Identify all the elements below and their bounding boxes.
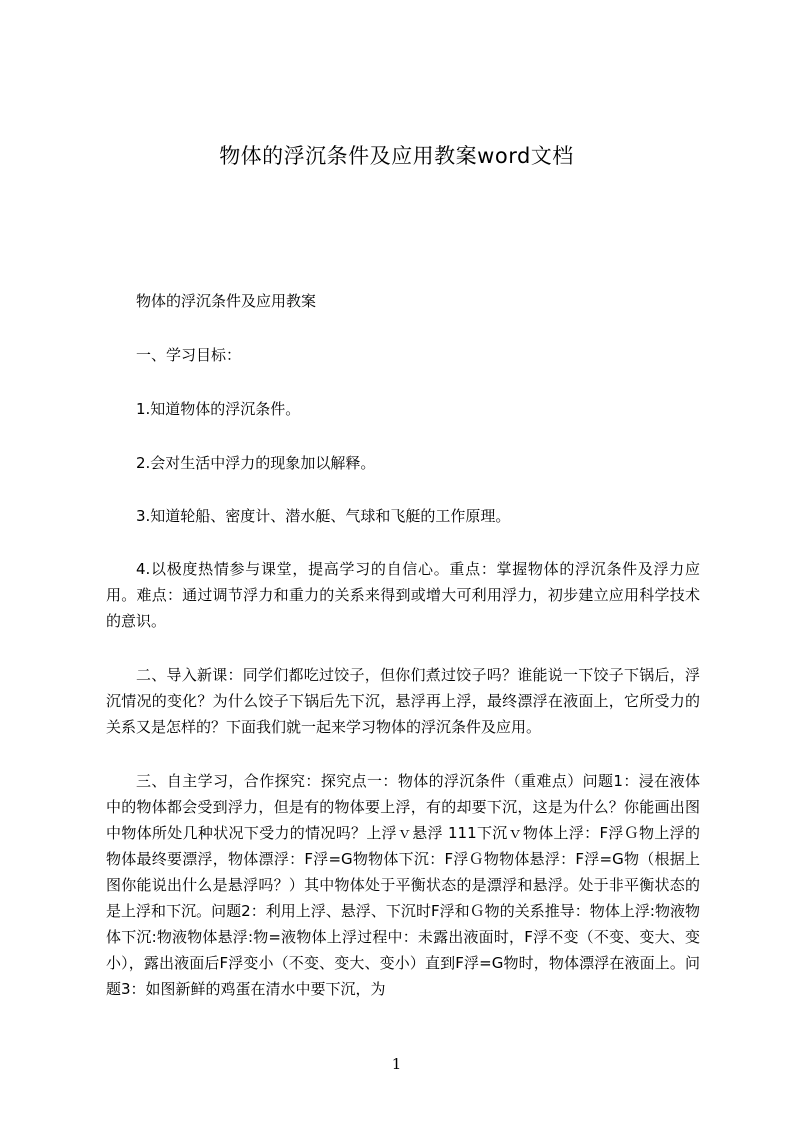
paragraph-objective-1: 1.知道物体的浮沉条件。 [136, 400, 301, 418]
paragraph-learning-objectives: 一、学习目标： [136, 346, 242, 364]
paragraph-lesson-plan-heading: 物体的浮沉条件及应用教案 [136, 292, 317, 310]
paragraph-exploration: 三、自主学习，合作探究：探究点一：物体的浮沉条件（重难点）问题1：浸在液体中的物体都会受到浮力，但是有的物体要上浮，有的却要下沉，这是为什么？你能画出图中物体所处几种状况下受力的情况吗？上浮ｖ悬浮 111下沉ｖ物体上浮：F浮Ｇ物上浮的物体最终要漂浮，物体漂浮：F浮=G物物体下沉：F浮Ｇ物物体悬浮：F浮=G物（根据上图你能说出什么是悬浮吗？）其中物体处于平衡状态的是漂浮和悬浮。处于非平衡状态的是上浮和下沉。问题2：利用上浮、悬浮、下沉时F浮和Ｇ物的关系推导：物体上浮:物液物体下沉:物液物体悬浮:物=液物体上浮过程中：未露出液面时，F浮不变（不变、变大、变小），露出液面后F浮变小（不变、变大、变小）直到F浮=G物时，物体漂浮在液面上。问题3：如图新鲜的鸡蛋在清水中要下沉，为 [106, 772, 700, 998]
paragraph-objective-3: 3.知道轮船、密度计、潜水艇、气球和飞艇的工作原理。 [136, 507, 511, 525]
paragraph-objective-2: 2.会对生活中浮力的现象加以解释。 [136, 454, 376, 472]
paragraph-introduction: 二、导入新课：同学们都吃过饺子，但你们煮过饺子吗？谁能说一下饺子下锅后，浮沉情况的变化？为什么饺子下锅后先下沉，悬浮再上浮，最终漂浮在液面上，它所受力的关系又是怎样的？下面我们就一起来学习物体的浮沉条件及应用。 [106, 666, 700, 736]
page-number: 1 [391, 1055, 402, 1073]
paragraph-objective-4: 4.以极度热情参与课堂，提高学习的自信心。重点：掌握物体的浮沉条件及浮力应用。难点：通过调节浮力和重力的关系来得到或增大可利用浮力，初步建立应用科学技术的意识。 [106, 560, 700, 630]
document-title: 物体的浮沉条件及应用教案word文档 [219, 144, 574, 168]
